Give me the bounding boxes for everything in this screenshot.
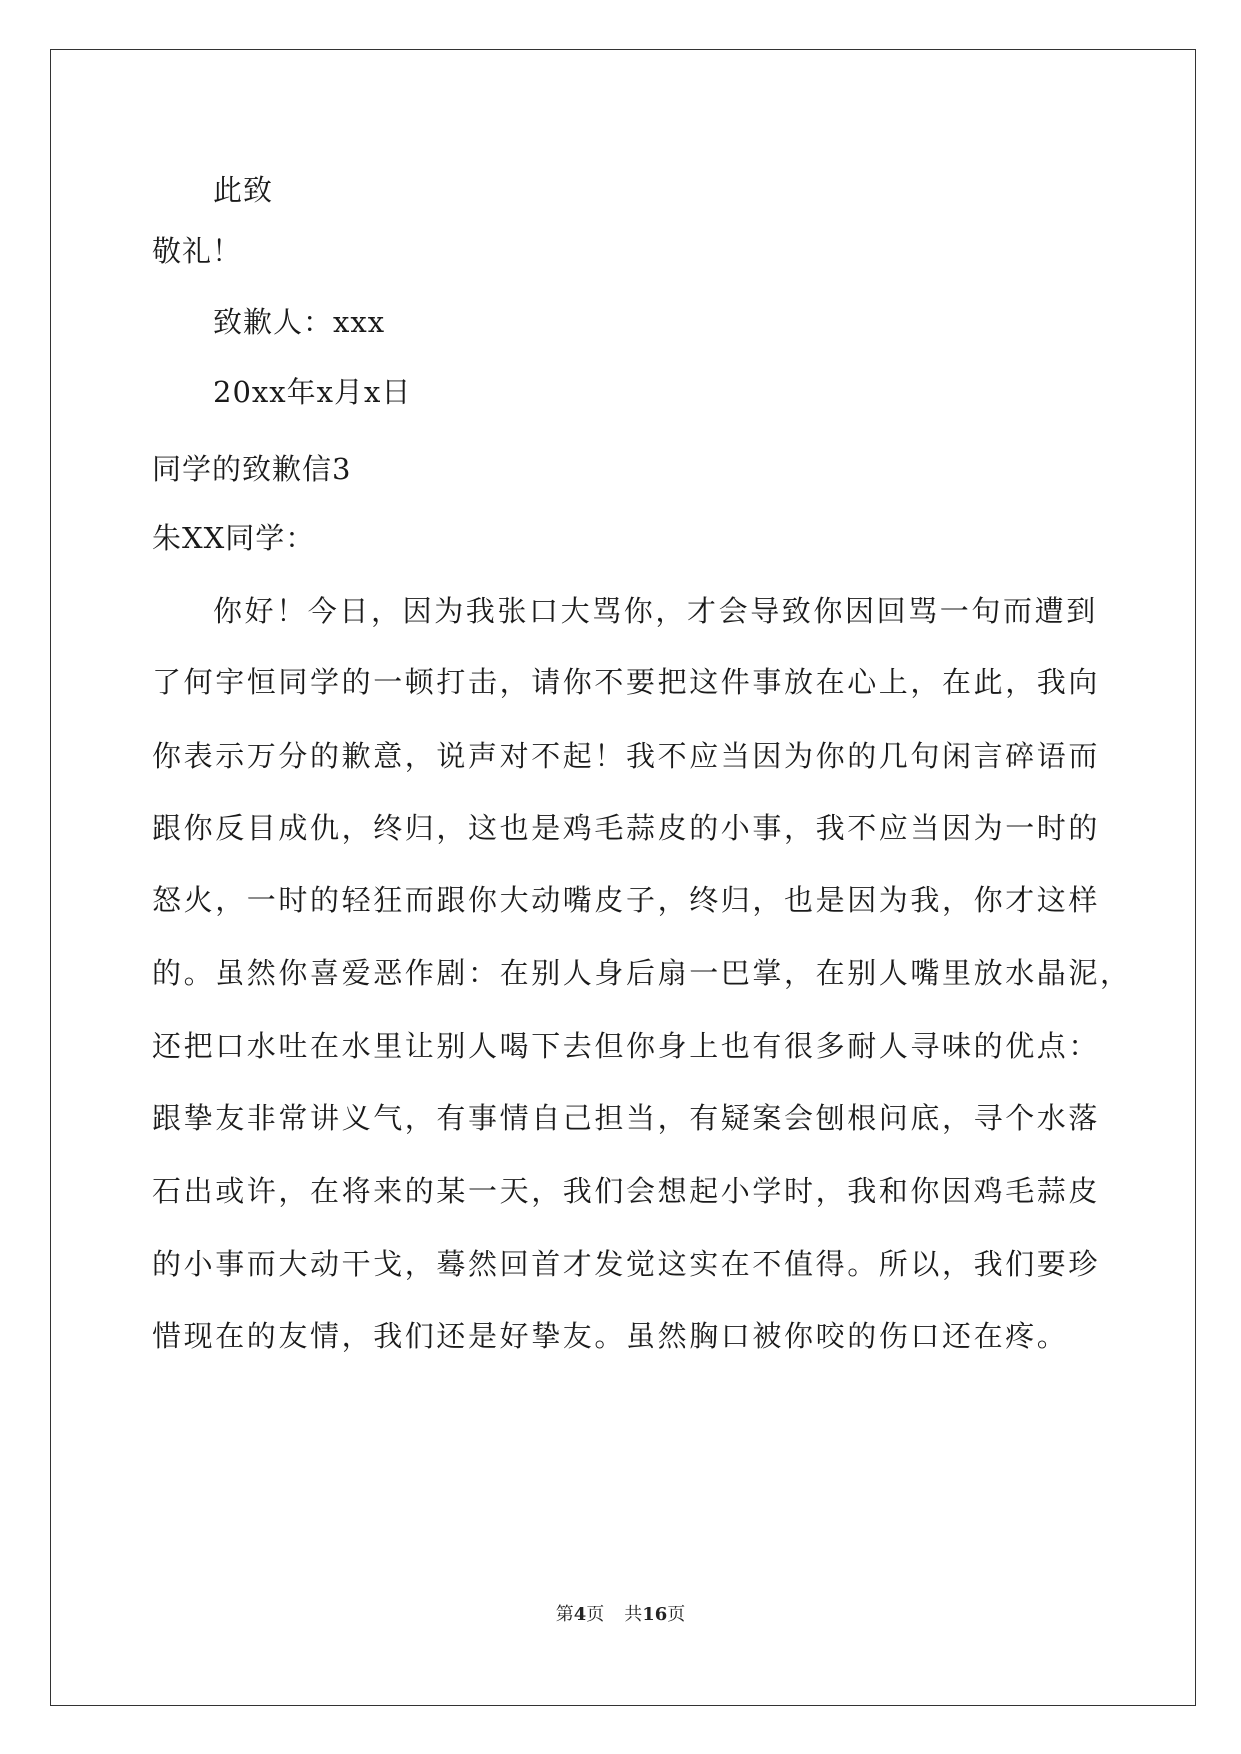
body-line: 你好！今日，因为我张口大骂你，才会导致你因回骂一句而遭到	[213, 594, 1098, 628]
footer-total-prefix: 共	[624, 1604, 643, 1625]
signer-line: 致歉人：xxx	[213, 305, 386, 339]
letter-title: 同学的致歉信3	[152, 452, 352, 486]
body-line: 跟你反目成仇，终归，这也是鸡毛蒜皮的小事，我不应当因为一时的	[152, 811, 1101, 845]
closing-line: 此致	[213, 173, 274, 207]
body-line: 了何宇恒同学的一顿打击，请你不要把这件事放在心上，在此，我向	[152, 665, 1101, 699]
body-line: 还把口水吐在水里让别人喝下去但你身上也有很多耐人寻味的优点：	[152, 1029, 1101, 1063]
body-line: 的小事而大动干戈，蓦然回首才发觉这实在不值得。所以，我们要珍	[152, 1247, 1101, 1281]
salute-line: 敬礼！	[152, 234, 243, 268]
body-line: 跟挚友非常讲义气，有事情自己担当，有疑案会刨根问底，寻个水落	[152, 1101, 1101, 1135]
page-footer	[0, 1603, 1241, 1627]
current-page-number: 4	[573, 1604, 587, 1625]
footer-prefix: 第	[555, 1604, 574, 1625]
body-line: 怒火，一时的轻狂而跟你大动嘴皮子，终归，也是因为我，你才这样	[152, 883, 1101, 917]
body-line: 惜现在的友情，我们还是好挚友。虽然胸口被你咬的伤口还在疼。	[152, 1319, 1069, 1353]
body-line: 的。虽然你喜爱恶作剧：在别人身后扇一巴掌，在别人嘴里放水晶泥，	[152, 956, 1132, 990]
footer-total-suffix: 页	[667, 1604, 686, 1625]
greeting-line: 朱XX同学：	[152, 521, 316, 555]
page-border	[50, 49, 1196, 1706]
body-line: 石出或许，在将来的某一天，我们会想起小学时，我和你因鸡毛蒜皮	[152, 1174, 1101, 1208]
footer-page-suffix: 页	[586, 1604, 605, 1625]
total-pages-number: 16	[642, 1604, 668, 1625]
body-line: 你表示万分的歉意，说声对不起！我不应当因为你的几句闲言碎语而	[152, 739, 1101, 773]
date-line: 20xx年x月x日	[213, 375, 412, 409]
